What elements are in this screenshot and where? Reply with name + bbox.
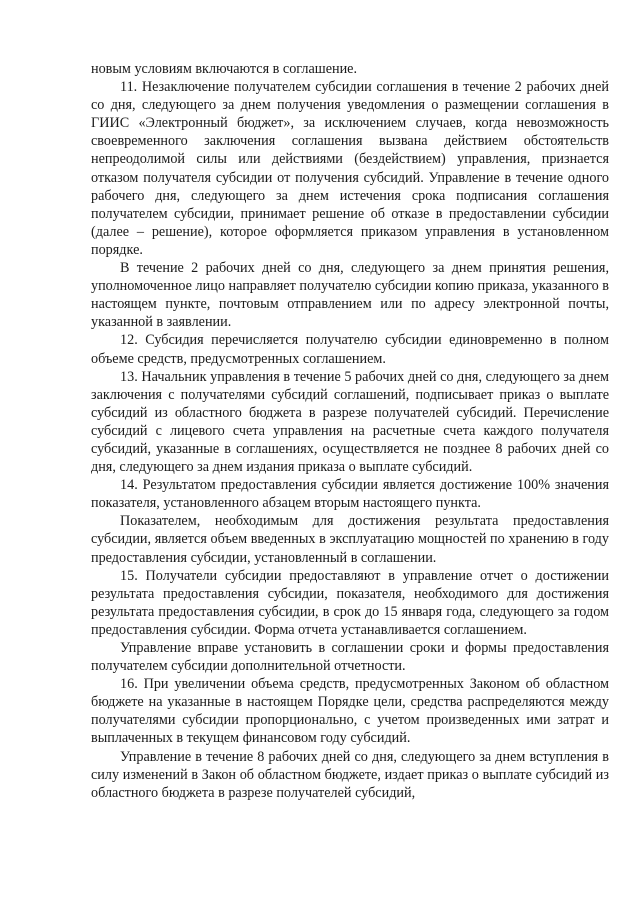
paragraph-item-11-notice: В течение 2 рабочих дней со дня, следующего за днем принятия решения, уполномоченное лицо направляет получателю субсидии копию приказа, указанного в настоящем пункте, почтовым отправлением или по адресу электронной почты, указанной в заявлении. xyxy=(91,260,609,331)
paragraph-continuation: новым условиям включаются в соглашение. xyxy=(91,61,358,77)
paragraph-item-11: 11. Незаключение получателем субсидии соглашения в течение 2 рабочих дней со дня, следующего за днем получения уведомления о размещении соглашения в ГИИС «Электронный бюджет», за исключением случаев, когда невозможность своевременного заключения соглашения вызвана действием обстоятельств непреодолимой силы или действиями (бездействием) управления, признается отказом получателя субсидии от получения субсидий. Управление в течение одного рабочего дня, следующего за днем истечения срока подписания соглашения получателем субсидии, принимает решение об отказе в предоставлении субсидии (далее – решение), которое оформляется приказом управления в установленном порядке. xyxy=(91,79,609,258)
paragraph-item-16-order: Управление в течение 8 рабочих дней со дня, следующего за днем вступления в силу изменений в Закон об областном бюджете, издает приказ о выплате субсидий из областного бюджета в разрезе получателей субсидий, xyxy=(91,748,609,801)
paragraph-item-12: 12. Субсидия перечисляется получателю субсидии единовременно в полном объеме средств, предусмотренных соглашением. xyxy=(91,332,609,367)
paragraph-item-14-indicator: Показателем, необходимым для достижения результата предоставления субсидии, является объем введенных в эксплуатацию мощностей по хранению в году предоставления субсидии, установленный в соглашении. xyxy=(91,513,609,566)
paragraph-item-13: 13. Начальник управления в течение 5 рабочих дней со дня, следующего за днем заключения с получателями субсидий соглашений, подписывает приказ о выплате субсидий из областного бюджета в разрезе получателей субсидий. Перечисление субсидий с лицевого счета управления на расчетные счета каждого получателя субсидий, указанные в соглашениях, осуществляется не позднее 8 рабочих дней со дня, следующего за днем издания приказа о выплате субсидий. xyxy=(91,368,609,476)
paragraph-item-15: 15. Получатели субсидии предоставляют в управление отчет о достижении результата предоставления субсидии, показателя, необходимого для достижения результата предоставления субсидии, в срок до 15 января года, следующего за годом предоставления субсидии. Форма отчета устанавливается соглашением. xyxy=(91,567,609,638)
paragraph-item-14: 14. Результатом предоставления субсидии является достижение 100% значения показателя, установленного абзацем вторым настоящего пункта. xyxy=(91,477,609,512)
paragraph-item-15-reporting: Управление вправе установить в соглашении сроки и формы предоставления получателем субсидии дополнительной отчетности. xyxy=(91,640,609,675)
document-body xyxy=(91,60,609,802)
paragraph-item-16: 16. При увеличении объема средств, предусмотренных Законом об областном бюджете на указанные в настоящем Порядке цели, средства распределяются между получателями субсидии пропорционально, с учетом произведенных ими затрат и выплаченных в текущем финансовом году субсидий. xyxy=(91,676,609,747)
